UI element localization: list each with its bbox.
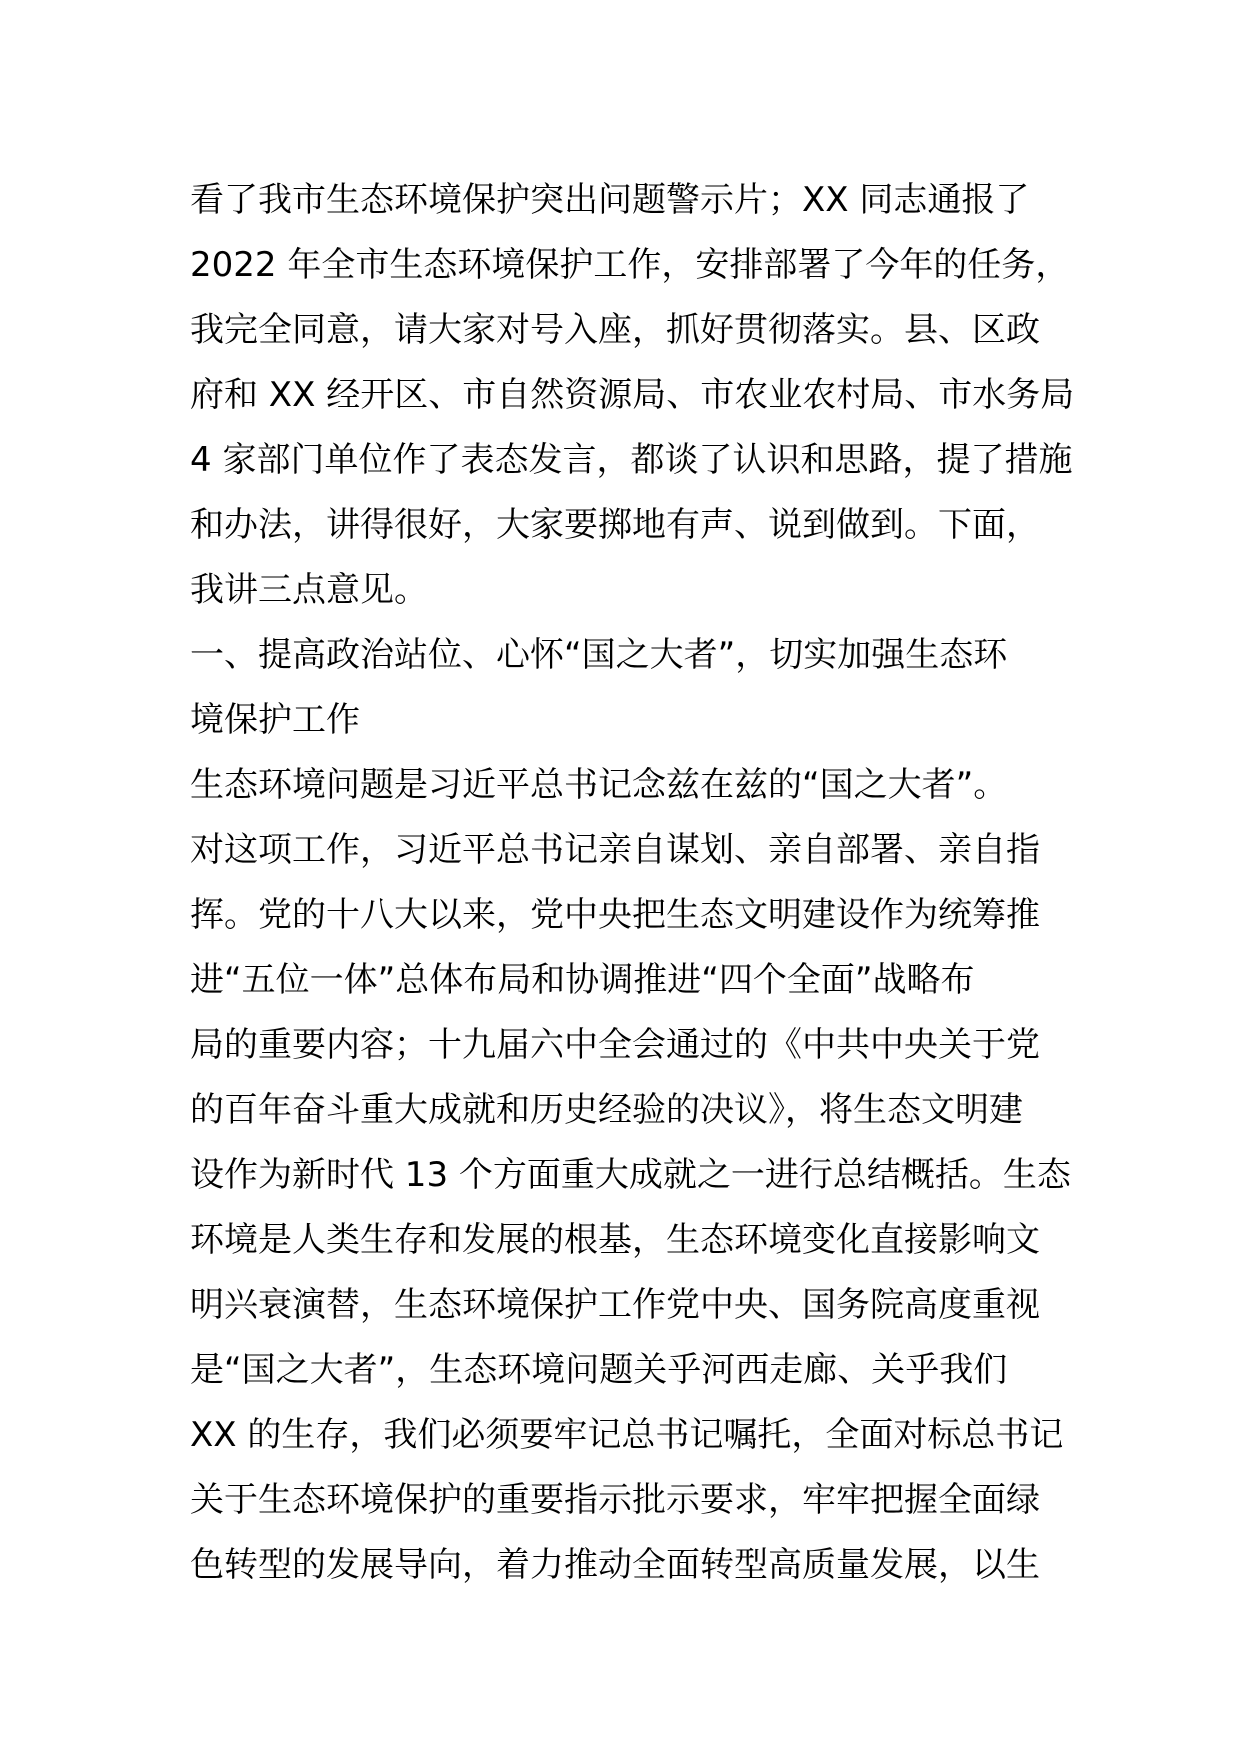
- text-line: 关于生态环境保护的重要指示批示要求，牢牢把握全面绿: [190, 1480, 1040, 1520]
- text-line: 设作为新时代 13 个方面重大成就之一进行总结概括。生态: [190, 1155, 1071, 1195]
- text-line: 明兴衰演替，生态环境保护工作党中央、国务院高度重视: [190, 1285, 1040, 1325]
- text-line: 我讲三点意见。: [190, 570, 428, 610]
- intro-paragraph: [190, 168, 1075, 623]
- text-line: 环境是人类生存和发展的根基，生态环境变化直接影响文: [190, 1220, 1040, 1260]
- text-line: 和办法，讲得很好，大家要掷地有声、说到做到。下面，: [190, 505, 1040, 545]
- text-line: 生态环境问题是习近平总书记念兹在兹的“国之大者”。: [190, 765, 1008, 805]
- text-line: 我完全同意，请大家对号入座，抓好贯彻落实。县、区政: [190, 310, 1040, 350]
- heading-line: 一、提高政治站位、心怀“国之大者”，切实加强生态环: [190, 635, 1008, 675]
- text-line: 看了我市生态环境保护突出问题警示片；XX 同志通报了: [190, 180, 1030, 220]
- text-line: 进“五位一体”总体布局和协调推进“四个全面”战略布: [190, 960, 975, 1000]
- text-line: 色转型的发展导向，着力推动全面转型高质量发展，以生: [190, 1545, 1040, 1585]
- heading-line: 境保护工作: [190, 700, 360, 740]
- text-line: 局的重要内容；十九届六中全会通过的《中共中央关于党: [190, 1025, 1040, 1065]
- section-heading: [190, 623, 1070, 753]
- text-line: XX 的生存，我们必须要牢记总书记嘱托，全面对标总书记: [190, 1415, 1064, 1455]
- text-line: 挥。党的十八大以来，党中央把生态文明建设作为统筹推: [190, 895, 1040, 935]
- text-line: 府和 XX 经开区、市自然资源局、市农业农村局、市水务局: [190, 375, 1075, 415]
- text-line: 是“国之大者”，生态环境问题关乎河西走廊、关乎我们: [190, 1350, 1008, 1390]
- text-line: 2022 年全市生态环境保护工作，安排部署了今年的任务，: [190, 245, 1070, 285]
- text-line: 的百年奋斗重大成就和历史经验的决议》，将生态文明建: [190, 1090, 1023, 1130]
- body-paragraph: [190, 753, 1070, 1598]
- text-line: 对这项工作，习近平总书记亲自谋划、亲自部署、亲自指: [190, 830, 1040, 870]
- document-page: [190, 168, 1075, 1598]
- text-line: 4 家部门单位作了表态发言，都谈了认识和思路，提了措施: [190, 440, 1073, 480]
